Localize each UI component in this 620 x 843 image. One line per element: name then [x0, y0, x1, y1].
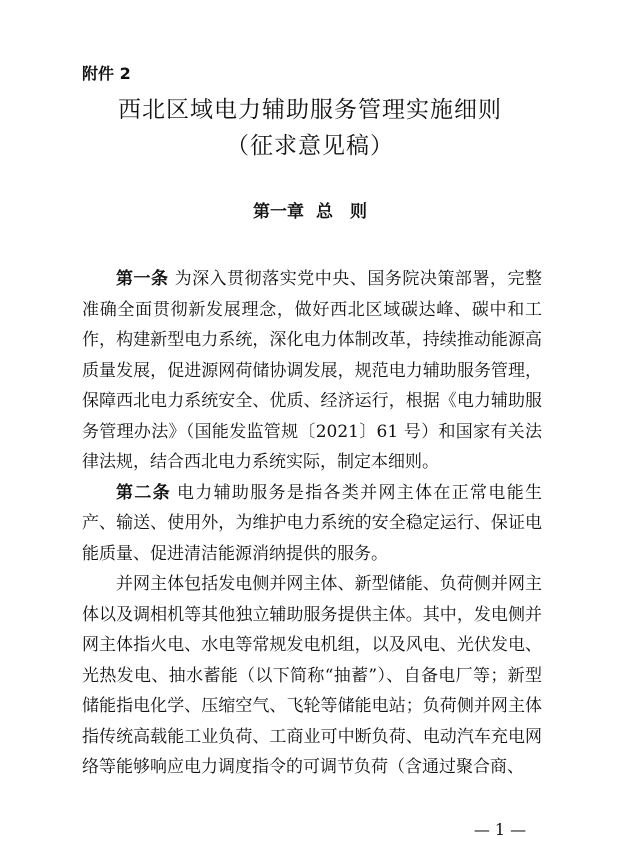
article-label: 第二条 — [116, 482, 171, 503]
page-number: — 1 — — [473, 820, 527, 839]
paragraph-article-2 — [82, 478, 542, 570]
document-body — [82, 264, 542, 783]
paragraph-grid-entities — [82, 569, 542, 783]
paragraph-article-1 — [82, 264, 542, 478]
attachment-label: 附件 2 — [82, 64, 131, 83]
paragraph-text: 为深入贯彻落实党中央、国务院决策部署，完整准确全面贯彻新发展理念，做好西北区域碳达峰、碳中和工作，构建新型电力系统，深化电力体制改革，持续推动能源高质量发展，促进源网荷储协调发展，规范电力辅助服务管理，保障西北电力系统安全、优质、经济运行，根据《电力辅助服务管理办法》（国能发监管规〔2021〕61 号）和国家有关法律法规，结合西北电力系统实际，制定本细则。 — [82, 269, 543, 472]
article-label: 第一条 — [116, 269, 169, 289]
document-subtitle: （征求意见稿） — [226, 133, 394, 159]
document-title: 西北区域电力辅助服务管理实施细则 — [118, 97, 502, 123]
chapter-heading: 第一章 总 则 — [253, 202, 367, 222]
paragraph-text: 电力辅助服务是指各类并网主体在正常电能生产、输送、使用外，为维护电力系统的安全稳定运行、保证电能质量、促进清洁能源消纳提供的服务。 — [82, 482, 543, 564]
paragraph-text: 并网主体包括发电侧并网主体、新型储能、负荷侧并网主体以及调相机等其他独立辅助服务提供主体。其中，发电侧并网主体指火电、水电等常规发电机组，以及风电、光伏发电、光热发电、抽水蓄能（以下简称“抽蓄”）、自备电厂等；新型储能指电化学、压缩空气、飞轮等储能电站；负荷侧并网主体指传统高载能工业负荷、工商业可中断负荷、电动汽车充电网络等能够响应电力调度指令的可调节负荷（含通过聚合商、 — [82, 574, 542, 777]
